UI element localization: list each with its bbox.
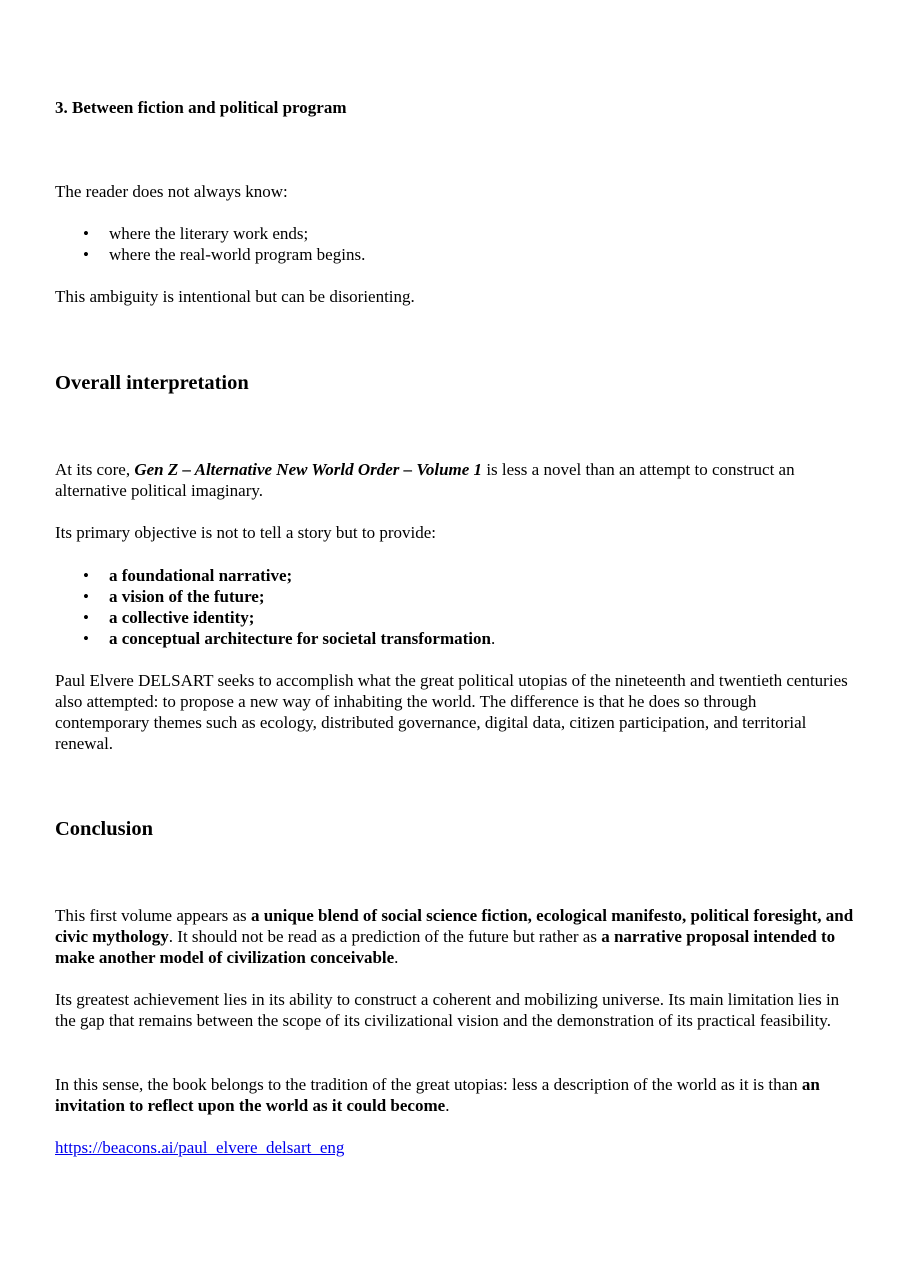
bullet-icon: • — [83, 629, 89, 648]
list-item: • a foundational narrative; — [83, 566, 293, 585]
book-title: Gen Z – Alternative New World Order – Volume 1 — [134, 460, 483, 479]
section-heading: 3. Between fiction and political program — [55, 98, 347, 117]
bullet-list — [55, 565, 855, 649]
bullet-icon: • — [83, 566, 89, 585]
bullet-icon: • — [83, 608, 89, 627]
paragraph: In this sense, the book belongs to the tradition of the great utopias: less a description of the world as it is than an invitation to reflect upon the world as it could become. — [55, 1075, 820, 1115]
section-heading: Conclusion — [55, 818, 153, 840]
bullet-list — [55, 223, 855, 265]
link-paragraph — [55, 1137, 855, 1158]
paragraph: The reader does not always know: — [55, 182, 288, 201]
paragraph: This first volume appears as a unique blend of social science fiction, ecological manifesto, political foresight, and civic mythology. It should not be read as a prediction of the future but rather as a narrative proposal intended to make another model of civilization conceivable. — [55, 906, 854, 967]
list-item: • a conceptual architecture for societal transformation. — [83, 629, 496, 648]
paragraph: Its primary objective is not to tell a story but to provide: — [55, 523, 437, 542]
paragraph: This ambiguity is intentional but can be disorienting. — [55, 287, 415, 306]
list-item: • a vision of the future; — [83, 587, 265, 606]
list-item: • where the literary work ends; — [83, 224, 309, 243]
bullet-icon: • — [83, 224, 89, 243]
bullet-icon: • — [83, 587, 89, 606]
paragraph: Paul Elvere DELSART seeks to accomplish what the great political utopias of the nineteenth and twentieth centuries also attempted: to propose a new way of inhabiting the world. The difference is that he does so through contemporary themes such as ecology, distributed governance, digital data, citizen participation, and territorial renewal. — [55, 671, 848, 753]
section-heading: Overall interpretation — [55, 372, 249, 394]
paragraph: At its core, Gen Z – Alternative New World Order – Volume 1 is less a novel than an attempt to construct an alternative political imaginary. — [55, 460, 795, 500]
list-item: • a collective identity; — [83, 608, 255, 627]
paragraph: Its greatest achievement lies in its ability to construct a coherent and mobilizing universe. Its main limitation lies in the gap that remains between the scope of its civilizational vision and the demonstration of its practical feasibility. — [55, 990, 840, 1030]
list-item: • where the real-world program begins. — [83, 245, 366, 264]
bullet-icon: • — [83, 245, 89, 264]
author-link[interactable]: https://beacons.ai/paul_elvere_delsart_eng — [55, 1138, 345, 1157]
